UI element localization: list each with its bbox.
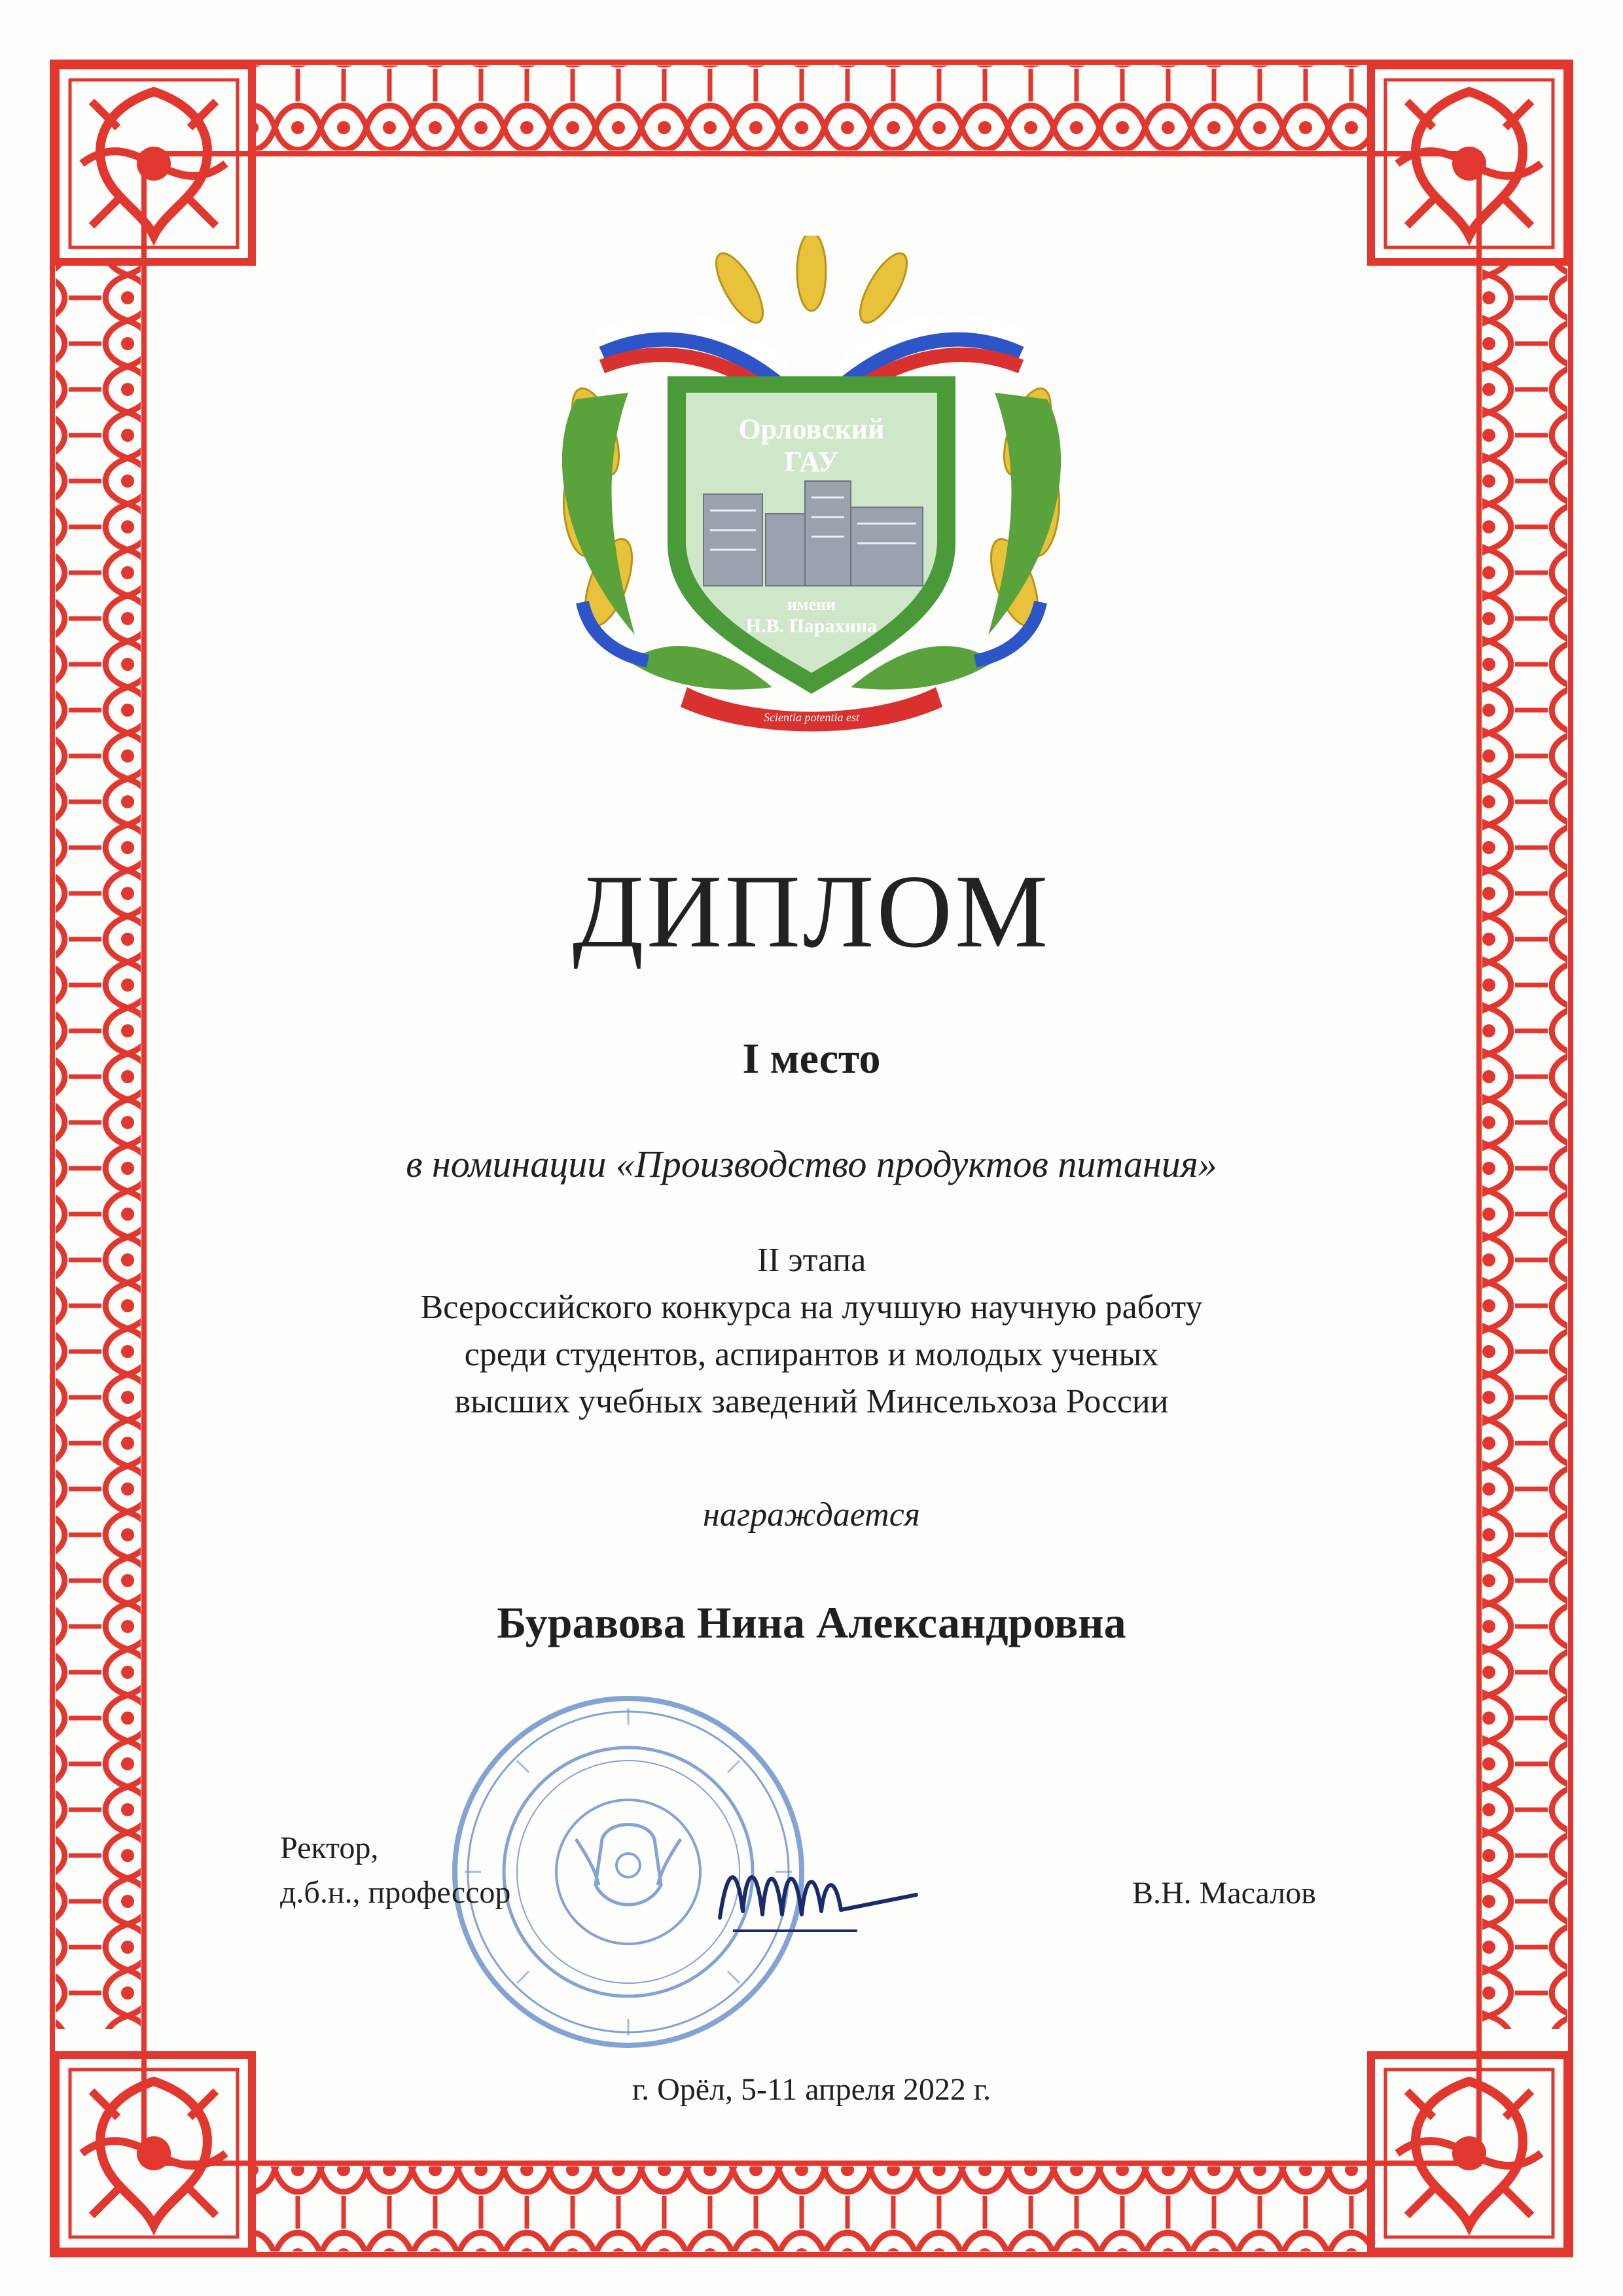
emblem-name-line2: ГАУ [784, 446, 839, 478]
stage-line: Всероссийского конкурса на лучшую научную работу [420, 1289, 1203, 1326]
stage-line: II этапа [757, 1242, 866, 1279]
rector-name: В.Н. Масалов [1132, 1876, 1316, 1910]
competition-description [0, 1237, 1623, 1426]
stage-line: среди студентов, аспирантов и молодых ученых [464, 1336, 1159, 1373]
rector-title [280, 1826, 510, 1915]
stage-line: высших учебных заведений Минсельхоза России [454, 1383, 1169, 1420]
emblem-named-line1: имени [787, 595, 836, 614]
city-date: г. Орёл, 5-11 апреля 2022 г. [632, 2072, 991, 2107]
emblem-name-line1: Орловский [738, 413, 885, 445]
recipient-name: Буравова Нина Александровна [497, 1598, 1126, 1647]
nomination-text: в номинации «Производство продуктов питания» [406, 1143, 1217, 1185]
diploma-title: ДИПЛОМ [572, 853, 1051, 969]
place-label: I место [742, 1035, 881, 1083]
awarded-label: награждается [703, 1496, 920, 1534]
rector-title-line: Ректор, [280, 1831, 379, 1865]
rector-title-line: д.б.н., профессор [280, 1875, 511, 1910]
university-emblem [537, 236, 1086, 733]
emblem-motto: Scientia potentia est [764, 711, 859, 724]
rector-signature [707, 1833, 929, 1950]
emblem-named-line2: Н.В. Парахина [745, 615, 878, 637]
